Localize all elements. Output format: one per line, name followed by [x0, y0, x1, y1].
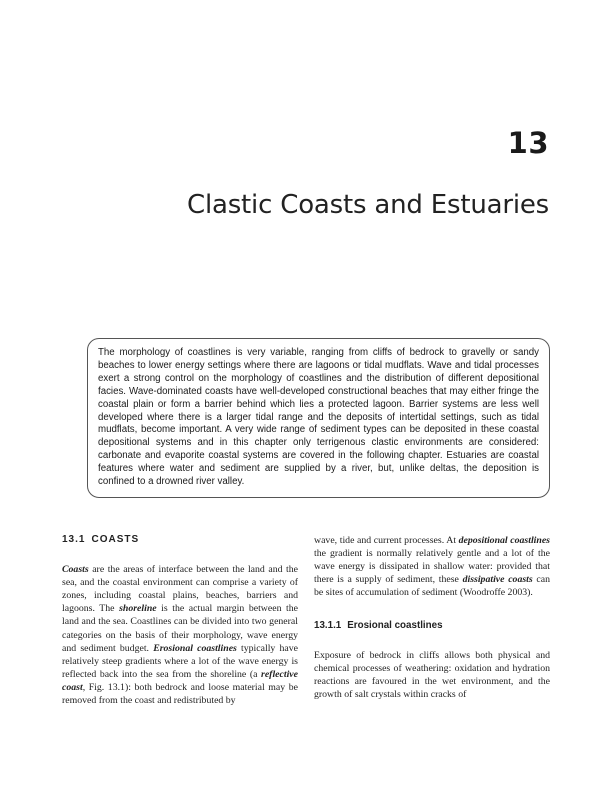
- section-title: COASTS: [91, 534, 140, 545]
- depositional-paragraph: [314, 534, 550, 599]
- subsection-title: Erosional coastlines: [347, 620, 443, 632]
- paragraph-text: are the areas of interface between the land and the sea, and the coastal environment can comprise a variety of zones, including coastal plains, beaches, barriers and lagoons. The: [62, 564, 298, 615]
- subsection-number: 13.1.1: [314, 620, 342, 632]
- paragraph-text: wave, tide and current processes. At: [314, 535, 459, 546]
- paragraph-text: can be sites of accumulation of sediment (Woodroffe 2003).: [314, 574, 550, 599]
- chapter-title: Clastic Coasts and Estuaries: [187, 190, 549, 220]
- term-reflective-coast: reflective coast: [62, 668, 298, 693]
- right-column: [314, 534, 550, 701]
- erosional-paragraph: Exposure of bedrock in cliffs allows both physical and chemical processes of weathering: oxidation and hydration reactions are favoured in the wet environment, and the growth of salt crystals within cracks of: [314, 649, 550, 700]
- term-dissipative-coasts: dissipative coasts: [462, 574, 533, 586]
- section-number: 13.1: [62, 534, 86, 545]
- chapter-summary-box: [87, 338, 550, 498]
- left-column: [62, 533, 298, 707]
- term-shoreline: shoreline: [119, 603, 157, 615]
- term-coasts: Coasts: [62, 564, 89, 576]
- paragraph-text: typically have relatively steep gradients where a lot of the wave energy is reflected back into the sea from the shoreline (a: [62, 642, 298, 680]
- term-depositional-coastlines: depositional coastlines: [458, 535, 550, 546]
- paragraph-text: , Fig. 13.1): both bedrock and loose material may be removed from the coast and redistributed by: [62, 681, 298, 707]
- term-erosional-coastlines: Erosional coastlines: [153, 642, 237, 654]
- paragraph-text: is the actual margin between the land and the sea. Coastlines can be divided into two general categories on the basis of their morphology, wave energy and sediment budget.: [62, 603, 298, 654]
- subsection-heading: [314, 619, 550, 632]
- paragraph-text: the gradient is normally relatively gentle and a lot of the wave energy is dissipated in shallow water: provided that there is a supply of sediment, these: [314, 548, 550, 586]
- section-heading: [62, 533, 298, 546]
- coasts-paragraph: [62, 563, 298, 707]
- summary-text: The morphology of coastlines is very variable, ranging from cliffs of bedrock to gravelly or sandy beaches to lower energy settings where there are lagoons or tidal mudflats. Wave and tidal processes exert a strong control on the morphology of coastlines and the distribution of different depositional facies. Wave-dominated coasts have well-developed constructional beaches that may either fringe the coastal plain or form a barrier behind which lies a protected lagoon. Barrier systems are less well developed where there is a larger tidal range and the deposits of intertidal settings, such as tidal mudflats, become important. A very wide range of sediment types can be deposited in these coastal depositional systems and in this chapter only terrigenous clastic environments are considered: carbonate and evaporite coastal systems are covered in the following chapter. Estuaries are coastal features where water and sediment are supplied by a river, but, unlike deltas, the deposition is confined to a drowned river valley.: [98, 347, 539, 488]
- chapter-number: 13: [507, 126, 549, 160]
